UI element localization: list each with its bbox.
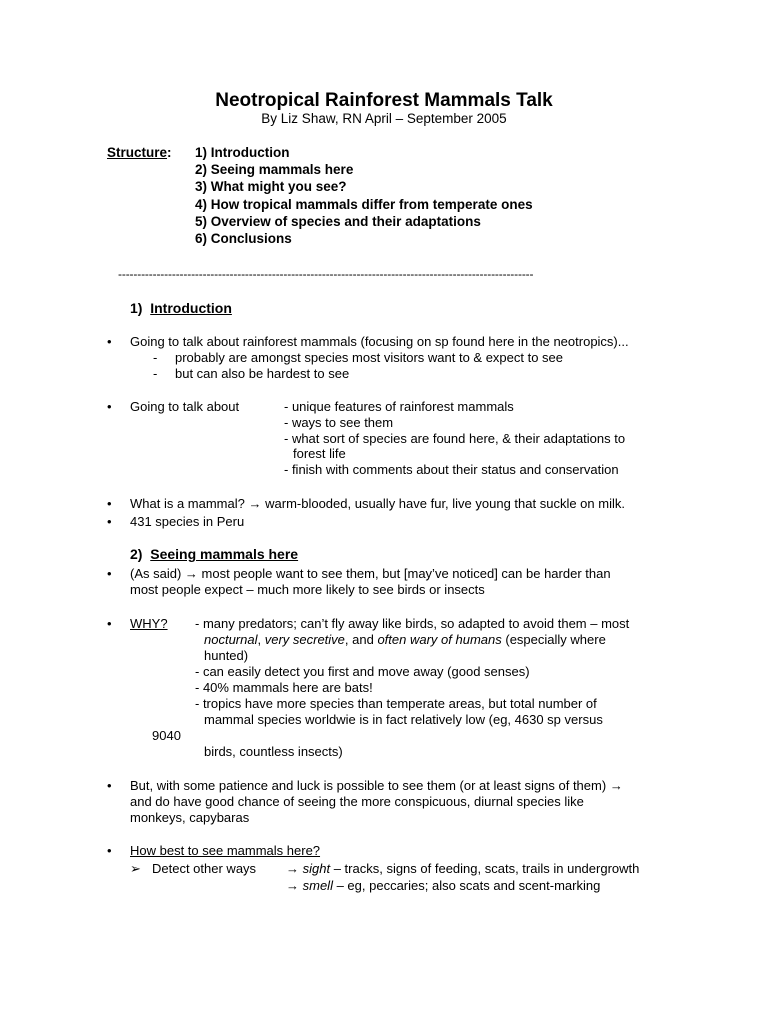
intro-sub-hardest: but can also be hardest to see [175,366,350,381]
bullet-icon: • [107,399,112,414]
bullet-icon: • [107,514,112,529]
why-line-3: hunted) [204,648,249,663]
arrow-right-icon: → [609,778,623,793]
section-heading-introduction: 1) Introduction [130,300,232,316]
arrow-right-icon: → [286,861,299,876]
arrowhead-bullet-icon: ➢ [130,861,141,876]
how-best-label: How best to see mammals here? [130,843,321,858]
why-line-9: birds, countless insects) [204,744,343,759]
bullet-icon: • [107,566,112,581]
why-line-8: 9040 [152,728,181,743]
bullet-icon: • [107,843,112,858]
why-line-6: - tropics have more species than temperate areas, but total number of [195,696,597,711]
section-divider: ------------------------------------------------------------------------------------------------------------ [118,267,534,281]
intro-what-is-mammal: What is a mammal? → warm-blooded, usually have fur, live young that suckle on milk. [130,496,625,511]
intro-species-peru: 431 species in Peru [130,514,245,529]
talk-topic-3-cont: forest life [293,446,346,461]
intro-sub-visitors: probably are amongst species most visitors want to & expect to see [175,350,564,365]
talk-topic-2: - ways to see them [284,415,394,430]
intro-talk-about-label: Going to talk about [130,399,240,414]
why-label: WHY? [130,616,168,631]
bullet-icon: • [107,334,112,349]
arrow-right-icon: → [248,496,262,511]
structure-item-4: 4) How tropical mammals differ from temperate ones [195,197,533,212]
structure-label: Structure: [107,145,172,160]
why-line-4: - can easily detect you first and move away (good senses) [195,664,530,679]
detect-smell: → smell – eg, peccaries; also scats and scent-marking [286,878,601,893]
dash-icon: - [153,366,158,381]
structure-item-1: 1) Introduction [195,145,290,160]
structure-item-3: 3) What might you see? [195,179,347,194]
structure-item-5: 5) Overview of species and their adaptations [195,214,481,229]
structure-item-2: 2) Seeing mammals here [195,162,354,177]
bullet-icon: • [107,616,112,631]
bullet-icon: • [107,778,112,793]
structure-item-6: 6) Conclusions [195,231,292,246]
document-title: Neotropical Rainforest Mammals Talk [215,90,553,111]
why-line-5: - 40% mammals here are bats! [195,680,373,695]
document-byline: By Liz Shaw, RN April – September 2005 [261,111,507,126]
intro-bullet-rainforest-mammals: Going to talk about rainforest mammals (focusing on sp found here in the neotropics)... [130,334,629,349]
section-heading-seeing-mammals: 2) Seeing mammals here [130,546,299,562]
patience-line-3: monkeys, capybaras [130,810,250,825]
why-line-1: - many predators; can’t fly away like birds, so adapted to avoid them – most [195,616,630,631]
patience-line-1: But, with some patience and luck is possible to see them (or at least signs of them) → [130,778,623,793]
bullet-icon: • [107,496,112,511]
talk-topic-1: - unique features of rainforest mammals [284,399,514,414]
arrow-right-icon: → [286,878,299,893]
seeing-as-said-cont: most people expect – much more likely to see birds or insects [130,582,485,597]
arrow-right-icon: → [184,566,198,581]
detect-other-ways-label: Detect other ways [152,861,257,876]
talk-topic-3: - what sort of species are found here, & their adaptations to [284,431,626,446]
dash-icon: - [153,350,158,365]
why-line-2: nocturnal, very secretive, and often wary of humans (especially where [204,632,606,647]
why-line-7: mammal species worldwie is in fact relatively low (eg, 4630 sp versus [204,712,603,727]
talk-topic-4: - finish with comments about their status and conservation [284,462,619,477]
seeing-as-said: (As said) → most people want to see them, but [may’ve noticed] can be harder than [130,566,611,581]
detect-sight: → sight – tracks, signs of feeding, scats, trails in undergrowth [286,861,640,876]
patience-line-2: and do have good chance of seeing the more conspicuous, diurnal species like [130,794,584,809]
